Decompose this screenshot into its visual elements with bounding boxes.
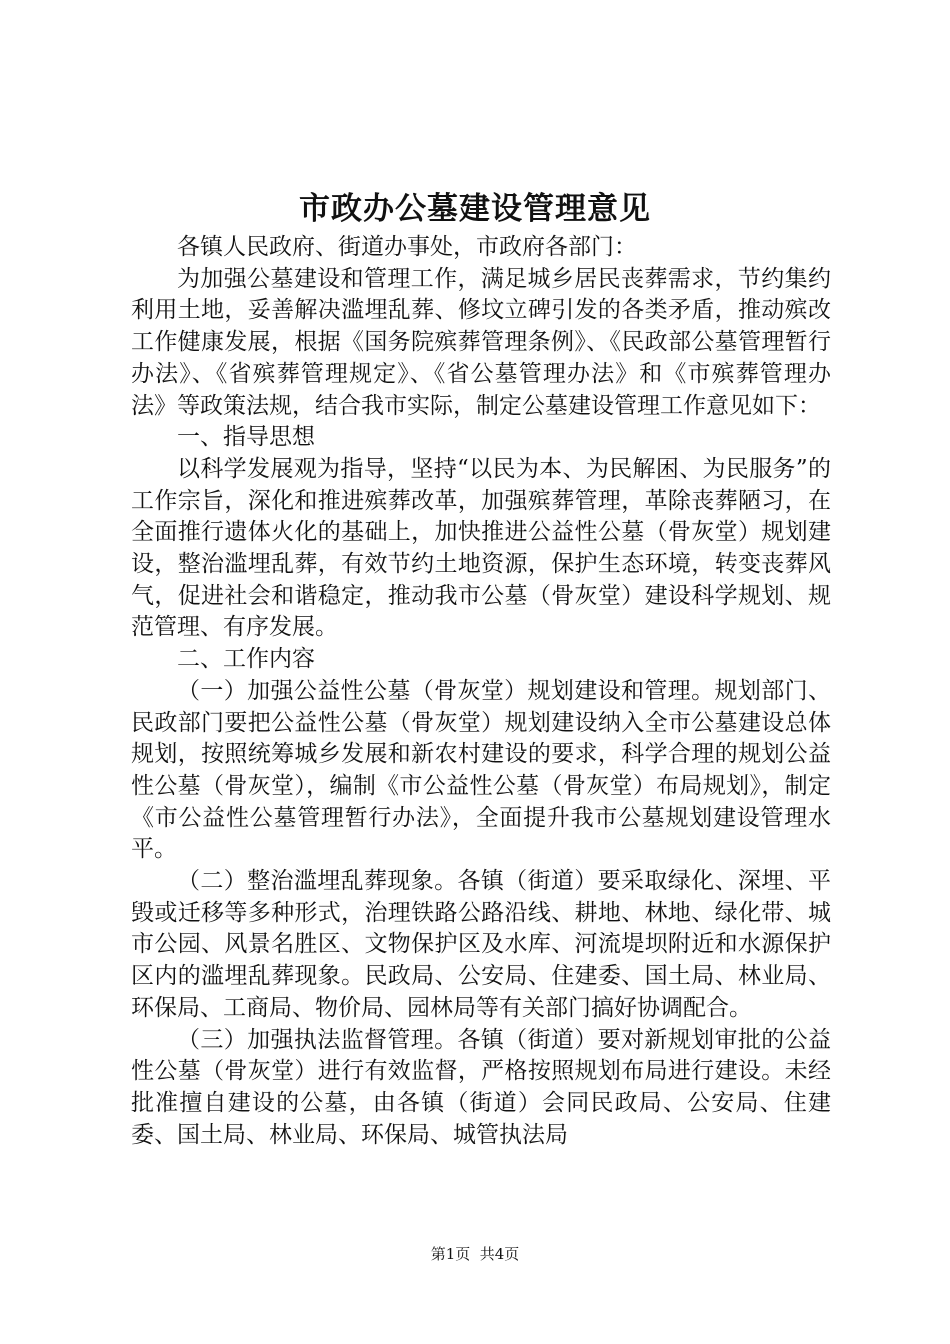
section-heading: 一、指导思想: [177, 424, 315, 451]
salutation-paragraph: 各镇人民政府、街道办事处，市政府各部门：: [177, 234, 637, 260]
document-body: [131, 232, 831, 1151]
body-paragraph: （一）加强公益性公墓（骨灰堂）规划建设和管理。规划部门、民政部门要把公益性公墓（骨灰堂）规划建设纳入全市公墓建设总体规划，按照统筹城乡发展和新农村建设的要求，科学合理的规划公益性公墓（骨灰堂），编制《市公益性公墓（骨灰堂）布局规划》，制定《市公益性公墓管理暂行办法》，全面提升我市公墓规划建设管理水平。: [131, 677, 831, 863]
document-title: 市政办公墓建设管理意见: [299, 191, 651, 227]
body-paragraph: （二）整治滥埋乱葬现象。各镇（街道）要采取绿化、深埋、平毁或迁移等多种形式，治理铁路公路沿线、耕地、林地、绿化带、城市公园、风景名胜区、文物保护区及水库、河流堤坝附近和水源保护区内的滥埋乱葬现象。民政局、公安局、住建委、国土局、林业局、环保局、工商局、物价局、园林局等有关部门搞好协调配合。: [131, 868, 831, 1021]
page-footer: [0, 1244, 950, 1264]
page-number: 第1页 共4页: [430, 1245, 520, 1263]
section-heading: 二、工作内容: [177, 646, 315, 673]
body-paragraph: 为加强公墓建设和管理工作，满足城乡居民丧葬需求，节约集约利用土地，妥善解决滥埋乱葬、修坟立碑引发的各类矛盾，推动殡改工作健康发展，根据《国务院殡葬管理条例》、《民政部公墓管理暂行办法》、《省殡葬管理规定》、《省公墓管理办法》和《市殡葬管理办法》等政策法规，结合我市实际，制定公墓建设管理工作意见如下：: [131, 265, 831, 419]
body-paragraph: 以科学发展观为指导，坚持“以民为本、为民解困、为民服务”的工作宗旨，深化和推进殡葬改革，加强殡葬管理，革除丧葬陋习，在全面推行遗体火化的基础上，加快推进公益性公墓（骨灰堂）规划建设，整治滥埋乱葬，有效节约土地资源，保护生态环境，转变丧葬风气，促进社会和谐稳定，推动我市公墓（骨灰堂）建设科学规划、规范管理、有序发展。: [131, 455, 831, 641]
body-paragraph: （三）加强执法监督管理。各镇（街道）要对新规划审批的公益性公墓（骨灰堂）进行有效监督，严格按照规划布局进行建设。未经批准擅自建设的公墓，由各镇（街道）会同民政局、公安局、住建委、国土局、林业局、环保局、城管执法局: [131, 1026, 831, 1148]
